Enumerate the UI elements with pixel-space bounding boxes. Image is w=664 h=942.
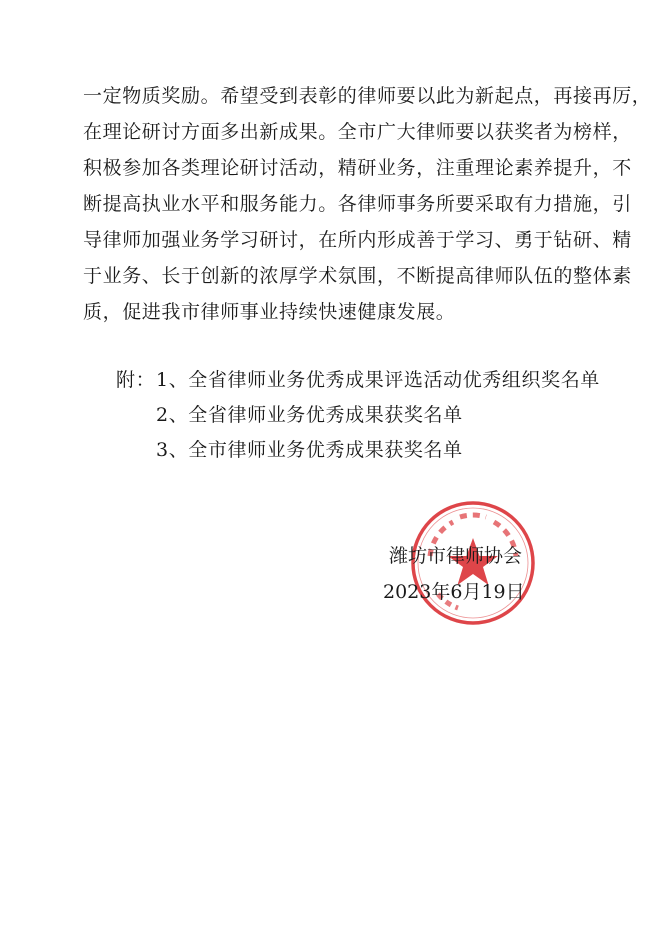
issuing-organization: 潍坊市律师协会 (389, 545, 523, 567)
paragraph-line: 于业务、长于创新的浓厚学术氛围，不断提高律师队伍的整体素 (83, 265, 632, 287)
paragraph-line: 一定物质奖励。希望受到表彰的律师要以此为新起点，再接再厉， (83, 85, 652, 107)
attachment-item-label: 2、全省律师业务优秀成果获奖名单 (156, 404, 463, 426)
paragraph-line: 断提高执业水平和服务能力。各律师事务所要采取有力措施，引 (83, 193, 632, 215)
attachment-item-label: 1、全省律师业务优秀成果评选活动优秀组织奖名单 (156, 369, 600, 391)
attachment-item-label: 3、全市律师业务优秀成果获奖名单 (156, 439, 463, 461)
signature-block (383, 538, 543, 610)
body-paragraph (83, 78, 652, 330)
attachment-item (116, 363, 600, 398)
attachment-item (116, 398, 600, 433)
paragraph-line: 积极参加各类理论研讨活动，精研业务，注重理论素养提升，不 (83, 157, 632, 179)
issue-date: 2023年6月19日 (383, 581, 525, 603)
attachment-prefix: 附： (116, 369, 156, 391)
paragraph-line: 导律师加强业务学习研讨，在所内形成善于学习、勇于钻研、精 (83, 229, 632, 251)
paragraph-line: 质，促进我市律师事业持续快速健康发展。 (83, 301, 456, 323)
attachment-item (116, 433, 600, 468)
attachment-list (116, 363, 600, 468)
paragraph-line: 在理论研讨方面多出新成果。全市广大律师要以获奖者为榜样， (83, 121, 632, 143)
